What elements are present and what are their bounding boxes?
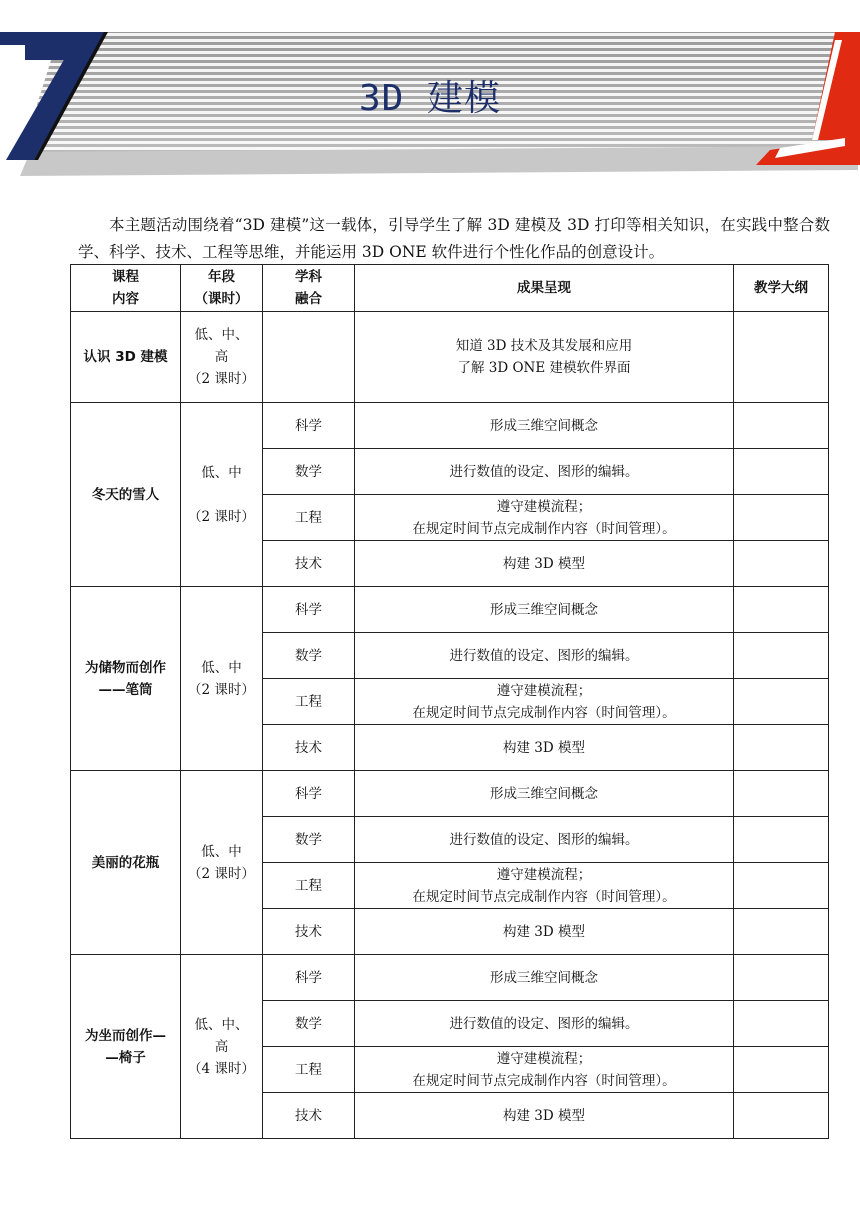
intro-paragraph: 本主题活动围绕着“3D 建模”这一载体，引导学生了解 3D 建模及 3D 打印等相关知识，在实践中整合数学、科学、技术、工程等思维，并能运用 3D ONE 软件进行个性化作品的创意设计。 [78, 215, 830, 261]
subject-cell: 科学 [263, 771, 355, 817]
grade-cell: 低、中、 高 （2 课时） [181, 312, 263, 403]
course-cell: 为坐而创作— —椅子 [71, 955, 181, 1139]
subject-cell: 科学 [263, 955, 355, 1001]
syllabus-table-body [71, 265, 829, 1139]
course-cell: 认识 3D 建模 [71, 312, 181, 403]
table-row [71, 587, 829, 633]
outline-cell [734, 449, 829, 495]
course-cell: 冬天的雪人 [71, 403, 181, 587]
subject-cell: 技术 [263, 1093, 355, 1139]
header-course: 课程 内容 [71, 265, 181, 312]
outcome-cell: 遵守建模流程； 在规定时间节点完成制作内容（时间管理）。 [355, 679, 734, 725]
outline-cell [734, 771, 829, 817]
outcome-cell: 进行数值的设定、图形的编辑。 [355, 449, 734, 495]
subject-cell: 数学 [263, 1001, 355, 1047]
outcome-cell: 知道 3D 技术及其发展和应用 了解 3D ONE 建模软件界面 [355, 312, 734, 403]
outline-cell [734, 679, 829, 725]
subject-cell: 技术 [263, 909, 355, 955]
subject-cell: 科学 [263, 403, 355, 449]
subject-cell: 技术 [263, 541, 355, 587]
table-row [71, 771, 829, 817]
table-header-row [71, 265, 829, 312]
outcome-cell: 构建 3D 模型 [355, 909, 734, 955]
subject-cell: 数学 [263, 633, 355, 679]
subject-cell: 工程 [263, 495, 355, 541]
subject-cell: 技术 [263, 725, 355, 771]
subject-cell: 科学 [263, 587, 355, 633]
outcome-cell: 形成三维空间概念 [355, 587, 734, 633]
outcome-cell: 构建 3D 模型 [355, 725, 734, 771]
outline-cell [734, 863, 829, 909]
header-grade: 年段 （课时） [181, 265, 263, 312]
outline-cell [734, 587, 829, 633]
grade-cell: 低、中、 高 （4 课时） [181, 955, 263, 1139]
outcome-cell: 进行数值的设定、图形的编辑。 [355, 633, 734, 679]
header-outline: 教学大纲 [734, 265, 829, 312]
course-cell: 为储物而创作 ——笔筒 [71, 587, 181, 771]
table-row-intro [71, 312, 829, 403]
outline-cell [734, 1047, 829, 1093]
subject-cell: 数学 [263, 817, 355, 863]
grade-cell: 低、中 （2 课时） [181, 587, 263, 771]
subject-cell: 工程 [263, 1047, 355, 1093]
subject-cell: 工程 [263, 863, 355, 909]
header-outcome: 成果呈现 [355, 265, 734, 312]
subject-cell: 工程 [263, 679, 355, 725]
outline-cell [734, 725, 829, 771]
outcome-cell: 遵守建模流程； 在规定时间节点完成制作内容（时间管理）。 [355, 495, 734, 541]
outcome-cell: 形成三维空间概念 [355, 955, 734, 1001]
outline-cell [734, 1093, 829, 1139]
outcome-cell: 遵守建模流程； 在规定时间节点完成制作内容（时间管理）。 [355, 1047, 734, 1093]
outcome-cell: 构建 3D 模型 [355, 541, 734, 587]
outline-cell [734, 1001, 829, 1047]
subject-cell: 数学 [263, 449, 355, 495]
outline-cell [734, 817, 829, 863]
outline-cell [734, 495, 829, 541]
table-row [71, 955, 829, 1001]
header-banner [0, 0, 860, 180]
table-row [71, 403, 829, 449]
subject-cell [263, 312, 355, 403]
outline-cell [734, 312, 829, 403]
outcome-cell: 构建 3D 模型 [355, 1093, 734, 1139]
page-title: 3D 建模 [358, 78, 502, 119]
outcome-cell: 形成三维空间概念 [355, 403, 734, 449]
outline-cell [734, 541, 829, 587]
outline-cell [734, 955, 829, 1001]
outline-cell [734, 909, 829, 955]
grade-cell: 低、中 （2 课时） [181, 771, 263, 955]
syllabus-table [70, 264, 829, 1139]
course-cell: 美丽的花瓶 [71, 771, 181, 955]
outline-cell [734, 403, 829, 449]
outcome-cell: 进行数值的设定、图形的编辑。 [355, 1001, 734, 1047]
outcome-cell: 进行数值的设定、图形的编辑。 [355, 817, 734, 863]
outline-cell [734, 633, 829, 679]
outcome-cell: 形成三维空间概念 [355, 771, 734, 817]
grade-cell: 低、中 （2 课时） [181, 403, 263, 587]
outcome-cell: 遵守建模流程； 在规定时间节点完成制作内容（时间管理）。 [355, 863, 734, 909]
header-subject: 学科 融合 [263, 265, 355, 312]
